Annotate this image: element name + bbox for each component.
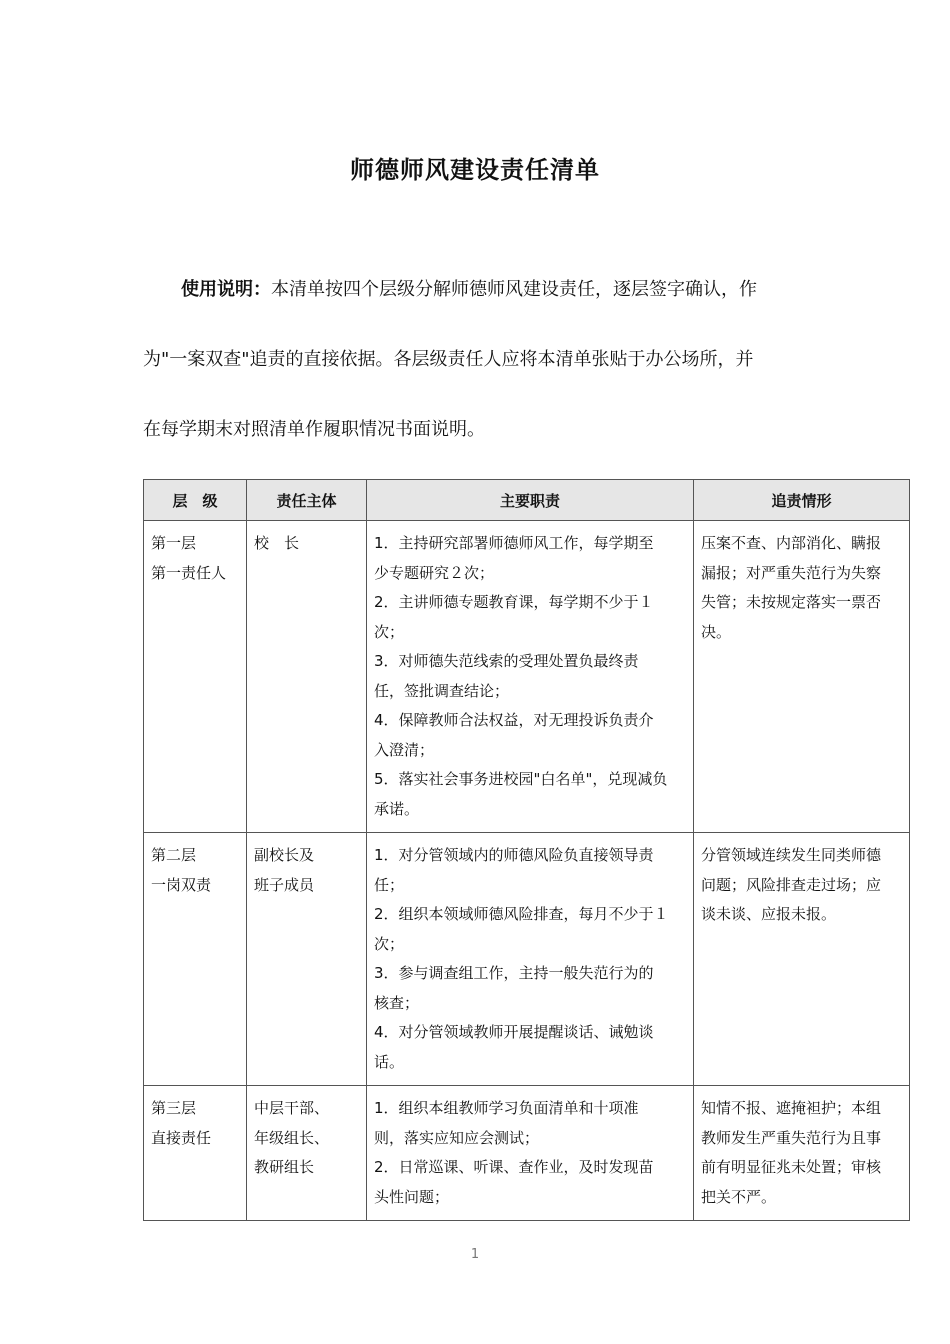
cell-accountability-line: 分管领域连续发生同类师德 (701, 846, 882, 864)
intro-label: 使用说明： (181, 279, 271, 300)
cell-level-line: 第一责任人 (151, 563, 227, 582)
cell-level-line: 一岗双责 (151, 875, 212, 894)
cell-duties-line: 4．对分管领域教师开展提醒谈话、诫勉谈 (374, 1023, 654, 1041)
intro-line-3: 在每学期末对照清单作履职情况书面说明。 (143, 419, 485, 440)
cell-duties-line: 核查； (374, 993, 420, 1012)
cell-accountability-line: 压案不查、内部消化、瞒报 (701, 534, 882, 552)
cell-accountability-line: 前有明显征兆未处置；审核 (701, 1158, 882, 1176)
cell-subject (247, 833, 367, 1086)
cell-level (144, 1086, 247, 1221)
intro-text-1: 本清单按四个层级分解师德师风建设责任，逐层签字确认，作 (271, 279, 757, 300)
cell-accountability-line: 把关不严。 (701, 1187, 777, 1206)
cell-level-line: 第一层 (151, 534, 197, 552)
cell-accountability (694, 833, 910, 1086)
cell-duties-line: 承诺。 (374, 799, 420, 818)
cell-duties-line: 任； (374, 875, 405, 894)
cell-accountability-line: 教师发生严重失范行为且事 (701, 1128, 882, 1147)
header-subject: 责任主体 (247, 480, 367, 521)
cell-subject (247, 521, 367, 833)
cell-duties-line: 入澄清； (374, 740, 435, 759)
cell-duties-line: 头性问题； (374, 1187, 450, 1206)
cell-duties-line: 任，签批调查结论； (374, 681, 510, 700)
usage-instructions (143, 255, 823, 465)
document-title: 师德师风建设责任清单 (350, 156, 600, 184)
cell-duties-line: 1．组织本组教师学习负面清单和十项准 (374, 1099, 639, 1117)
cell-duties (367, 833, 694, 1086)
cell-accountability-line: 决。 (701, 622, 732, 641)
table-row (144, 521, 910, 833)
cell-level (144, 521, 247, 833)
cell-subject-line: 校 长 (254, 534, 300, 552)
intro-line-2: 为"一案双查"追责的直接依据。各层级责任人应将本清单张贴于办公场所，并 (143, 349, 754, 370)
cell-duties-line: 1．主持研究部署师德师风工作，每学期至 (374, 534, 654, 552)
responsibility-table (143, 479, 910, 1221)
cell-subject-line: 中层干部、 (254, 1099, 330, 1117)
header-duties: 主要职责 (367, 480, 694, 521)
cell-duties-line: 少专题研究２次； (374, 563, 495, 582)
cell-duties-line: 3．参与调查组工作，主持一般失范行为的 (374, 964, 654, 982)
cell-duties-line: 话。 (374, 1052, 405, 1071)
cell-duties-line: 2．日常巡课、听课、查作业，及时发现苗 (374, 1158, 654, 1176)
cell-subject-line: 副校长及 (254, 846, 315, 864)
cell-level-line: 第三层 (151, 1099, 197, 1117)
cell-duties-line: 1．对分管领域内的师德风险负直接领导责 (374, 846, 654, 864)
cell-accountability-line: 漏报；对严重失范行为失察 (701, 563, 882, 582)
page-number: 1 (470, 1247, 480, 1262)
cell-accountability-line: 失管；未按规定落实一票否 (701, 593, 882, 611)
cell-level (144, 833, 247, 1086)
cell-duties-line: 则，落实应知应会测试； (374, 1128, 540, 1147)
intro-line-1 (143, 255, 823, 325)
cell-accountability (694, 521, 910, 833)
cell-accountability-line: 知情不报、遮掩袒护；本组 (701, 1099, 882, 1117)
cell-accountability (694, 1086, 910, 1221)
cell-duties (367, 521, 694, 833)
cell-duties-line: 5．落实社会事务进校园"白名单"，兑现减负 (374, 770, 668, 788)
cell-duties-line: 2．组织本领域师德风险排查，每月不少于１ (374, 905, 669, 923)
cell-subject-line: 班子成员 (254, 875, 315, 894)
header-level: 层 级 (144, 480, 247, 521)
table-header-row (144, 480, 910, 521)
cell-duties-line: 3．对师德失范线索的受理处置负最终责 (374, 652, 639, 670)
cell-subject-line: 教研组长 (254, 1158, 315, 1176)
header-accountability: 追责情形 (694, 480, 910, 521)
cell-duties-line: 2．主讲师德专题教育课，每学期不少于１ (374, 593, 654, 611)
table-row (144, 1086, 910, 1221)
cell-accountability-line: 问题；风险排查走过场；应 (701, 875, 882, 894)
cell-duties-line: 次； (374, 622, 405, 641)
table-body (144, 521, 910, 1221)
cell-subject-line: 年级组长、 (254, 1128, 330, 1147)
cell-subject (247, 1086, 367, 1221)
cell-accountability-line: 谈未谈、应报未报。 (701, 905, 837, 923)
cell-level-line: 直接责任 (151, 1128, 212, 1147)
cell-duties-line: 次； (374, 934, 405, 953)
cell-level-line: 第二层 (151, 846, 197, 864)
cell-duties (367, 1086, 694, 1221)
cell-duties-line: 4．保障教师合法权益，对无理投诉负责介 (374, 711, 654, 729)
table-row (144, 833, 910, 1086)
